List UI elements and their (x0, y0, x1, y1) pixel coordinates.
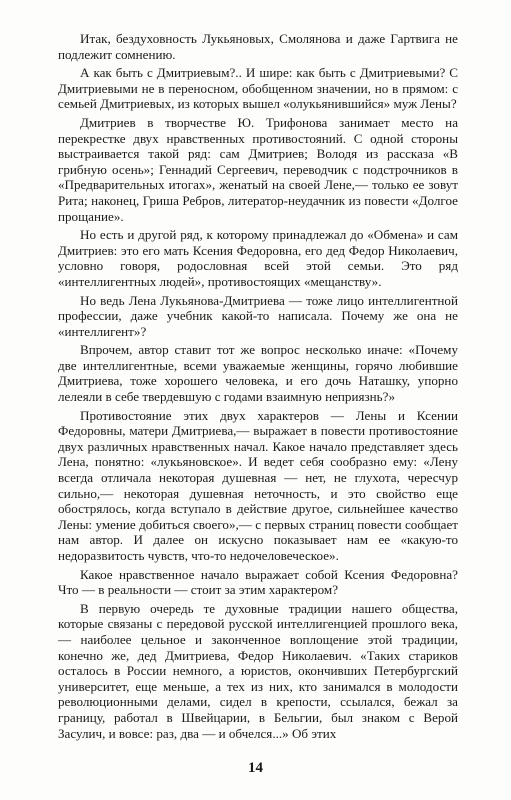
page-number: 14 (248, 760, 263, 776)
paragraph-1: Итак, бездуховность Лукьяновых, Смолянова и даже Гартвига не подлежит сомнению. (58, 31, 458, 62)
body-text (58, 31, 458, 744)
paragraph-3: Дмитриев в творчестве Ю. Трифонова занимает место на перекрестке двух нравственных противостояний. С одной стороны выстраивается такой ряд: сам Дмитриев; Володя из рассказа «В грибную осень»; Геннадий Сергеевич, переводчик с подстрочников в «Предварительных итогах», женатый на своей Лене,— только ее зовут Рита; наконец, Гриша Ребров, литератор-неудачник из повести «Долгое прощание». (58, 114, 458, 224)
paragraph-6: Впрочем, автор ставит тот же вопрос несколько иначе: «Почему две интеллигентные, всеми уважаемые женщины, горячо любившие Дмитриева, тоже хорошего человека, и его дочь Наташку, упорно лелеяли в себе твердевшую с годами взаимную неприязнь?» (58, 342, 458, 405)
paragraph-9: В первую очередь те духовные традиции нашего общества, которые связаны с передовой русской интеллигенцией прошлого века,— наиболее цельное и законченное воплощение этой традиции, конечно же, дед Дмитриева, Федор Николаевич. «Таких стариков осталось в России немного, а юристов, окончивших Петербургский университет, еще меньше, а тех из них, кто занимался в молодости революционными делами, сидел в крепости, ссылался, бежал за границу, работал в Швейцарии, в Бельгии, был знаком с Верой Засулич, и вовсе: раз, два — и обчелся...» Об этих (58, 600, 458, 741)
paragraph-5: Но ведь Лена Лукьянова-Дмитриева — тоже лицо интеллигентной профессии, даже учебник какой-то написала. Почему же она не «интеллигент»? (58, 292, 458, 339)
paragraph-8: Какое нравственное начало выражает собой Ксения Федоровна? Что — в реальности — стоит за этим характером? (58, 566, 458, 598)
paragraph-2: А как быть с Дмитриевым?.. И шире: как быть с Дмитриевыми? С Дмитриевыми не в переносном, обобщенном значении, но в прямом: с семьей Дмитриевых, из которых вышел «олукьянившийся» муж Лены? (58, 65, 458, 112)
paragraph-7: Противостояние этих двух характеров — Лены и Ксении Федоровны, матери Дмитриева,— выражает в повести противостояние двух различных нравственных начал. Какое начало представляет здесь Лена, понятно: «лукьяновское». И ведет себя сообразно ему: «Лену всегда отличала некоторая душевная — нет, не глухота, чересчур сильно,— некоторая душевная неточность, и это свойство еще обострялось, когда вступало в действие другое, сильнейшее качество Лены: умение добиться своего»,— с первых страниц повести сообщает нам автор. И далее он искусно показывает нам ее «какую-то недоразвитость чувств, что-то недочеловеческое». (58, 407, 458, 563)
paragraph-4: Но есть и другой ряд, к которому принадлежал до «Обмена» и сам Дмитриев: это его мать Ксения Федоровна, его дед Федор Николаевич, условно говоря, родословная всей этой семьи. Это ряд «интеллигентных людей», противостоящих «мещанству». (58, 227, 458, 289)
